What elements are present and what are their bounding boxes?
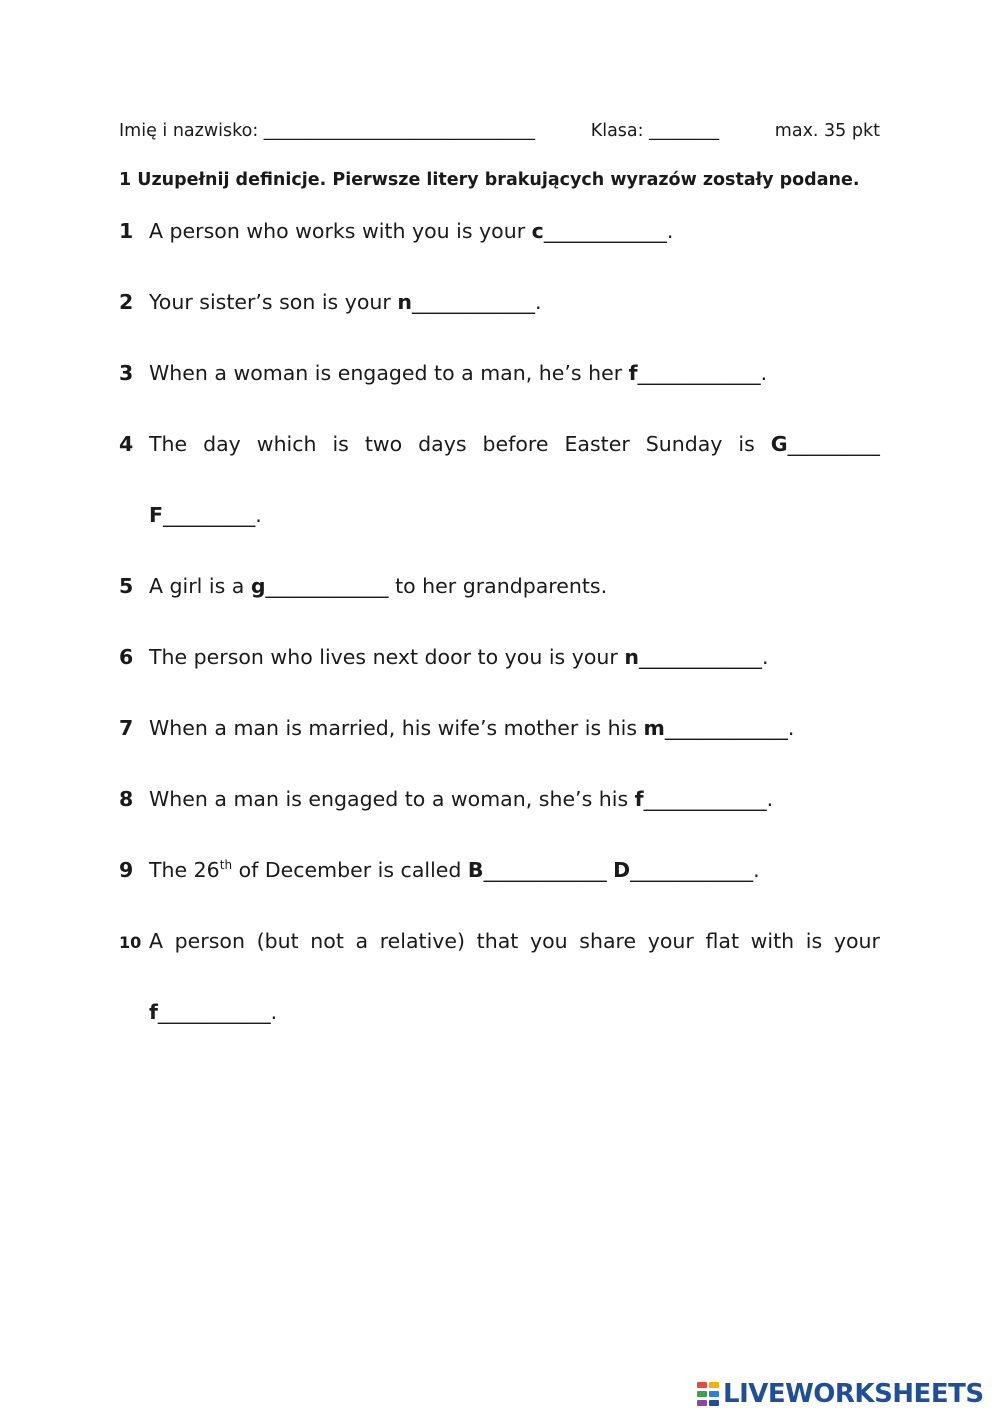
first-letter: f: [634, 787, 644, 811]
answer-blank[interactable]: ____________: [664, 716, 788, 740]
question-text: Your sister’s son is your n____________.: [149, 290, 542, 314]
first-letter: g: [250, 574, 266, 598]
first-letter: f: [628, 361, 638, 385]
question-text: When a man is engaged to a woman, she’s his f____________.: [149, 787, 774, 811]
question-number: 3: [119, 361, 134, 385]
question-text: The day which is two days before Easter Sunday is G_________: [149, 432, 880, 456]
question-number: 4: [119, 432, 134, 456]
answer-blank[interactable]: ____________: [643, 787, 767, 811]
first-letter: c: [531, 219, 544, 243]
question-text: The person who lives next door to you is your n____________.: [149, 645, 769, 669]
question-text: A person (but not a relative) that you share your flat with is your: [149, 929, 880, 953]
question-number: 7: [119, 716, 134, 740]
answer-blank[interactable]: ____________: [638, 645, 762, 669]
answer-blank[interactable]: ____________: [411, 290, 535, 314]
first-letter: n: [624, 645, 639, 669]
class-field[interactable]: Klasa: ________: [590, 121, 720, 141]
logo-text: LIVEWORKSHEETS: [723, 1379, 984, 1409]
question-number: 8: [119, 787, 134, 811]
question-number: 5: [119, 574, 134, 598]
question-number: 9: [119, 858, 134, 882]
ordinal-suffix: th: [219, 858, 233, 873]
first-letter: F: [149, 503, 164, 527]
first-letter: G: [770, 432, 788, 456]
answer-blank[interactable]: ____________: [637, 361, 761, 385]
name-field[interactable]: Imię i nazwisko: _______________________________: [119, 121, 536, 141]
question-text: A person who works with you is your c____________.: [149, 219, 674, 243]
answer-blank[interactable]: ___________: [157, 1000, 271, 1024]
question-number: 1: [119, 219, 134, 243]
first-letter: D: [613, 858, 631, 882]
answer-blank[interactable]: ____________: [265, 574, 389, 598]
max-points: max. 35 pkt: [774, 121, 880, 141]
answer-blank[interactable]: ____________: [483, 858, 607, 882]
question-number: 10: [119, 933, 142, 952]
liveworksheets-logo: [697, 1378, 984, 1410]
first-letter: B: [467, 858, 484, 882]
first-letter: n: [397, 290, 412, 314]
question-number: 2: [119, 290, 134, 314]
answer-blank[interactable]: _________: [163, 503, 256, 527]
exercise-instruction: 1 Uzupełnij definicje. Pierwsze litery brakujących wyrazów zostały podane.: [119, 170, 860, 190]
answer-blank[interactable]: _________: [787, 432, 880, 456]
question-text: When a man is married, his wife’s mother is his m____________.: [149, 716, 795, 740]
logo-mark-icon: [697, 1380, 721, 1408]
question-text: When a woman is engaged to a man, he’s her f____________.: [149, 361, 768, 385]
question-text: The 26th of December is called B____________ D____________.: [149, 858, 760, 882]
answer-blank[interactable]: ____________: [543, 219, 667, 243]
question-4-continuation: F_________.: [149, 503, 262, 527]
question-text: A girl is a g____________ to her grandparents.: [149, 574, 608, 598]
first-letter: f: [149, 1000, 158, 1024]
answer-blank[interactable]: ____________: [630, 858, 754, 882]
student-info-header: [119, 119, 880, 143]
question-10-continuation: f___________.: [149, 1000, 278, 1024]
question-number: 6: [119, 645, 134, 669]
first-letter: m: [643, 716, 665, 740]
